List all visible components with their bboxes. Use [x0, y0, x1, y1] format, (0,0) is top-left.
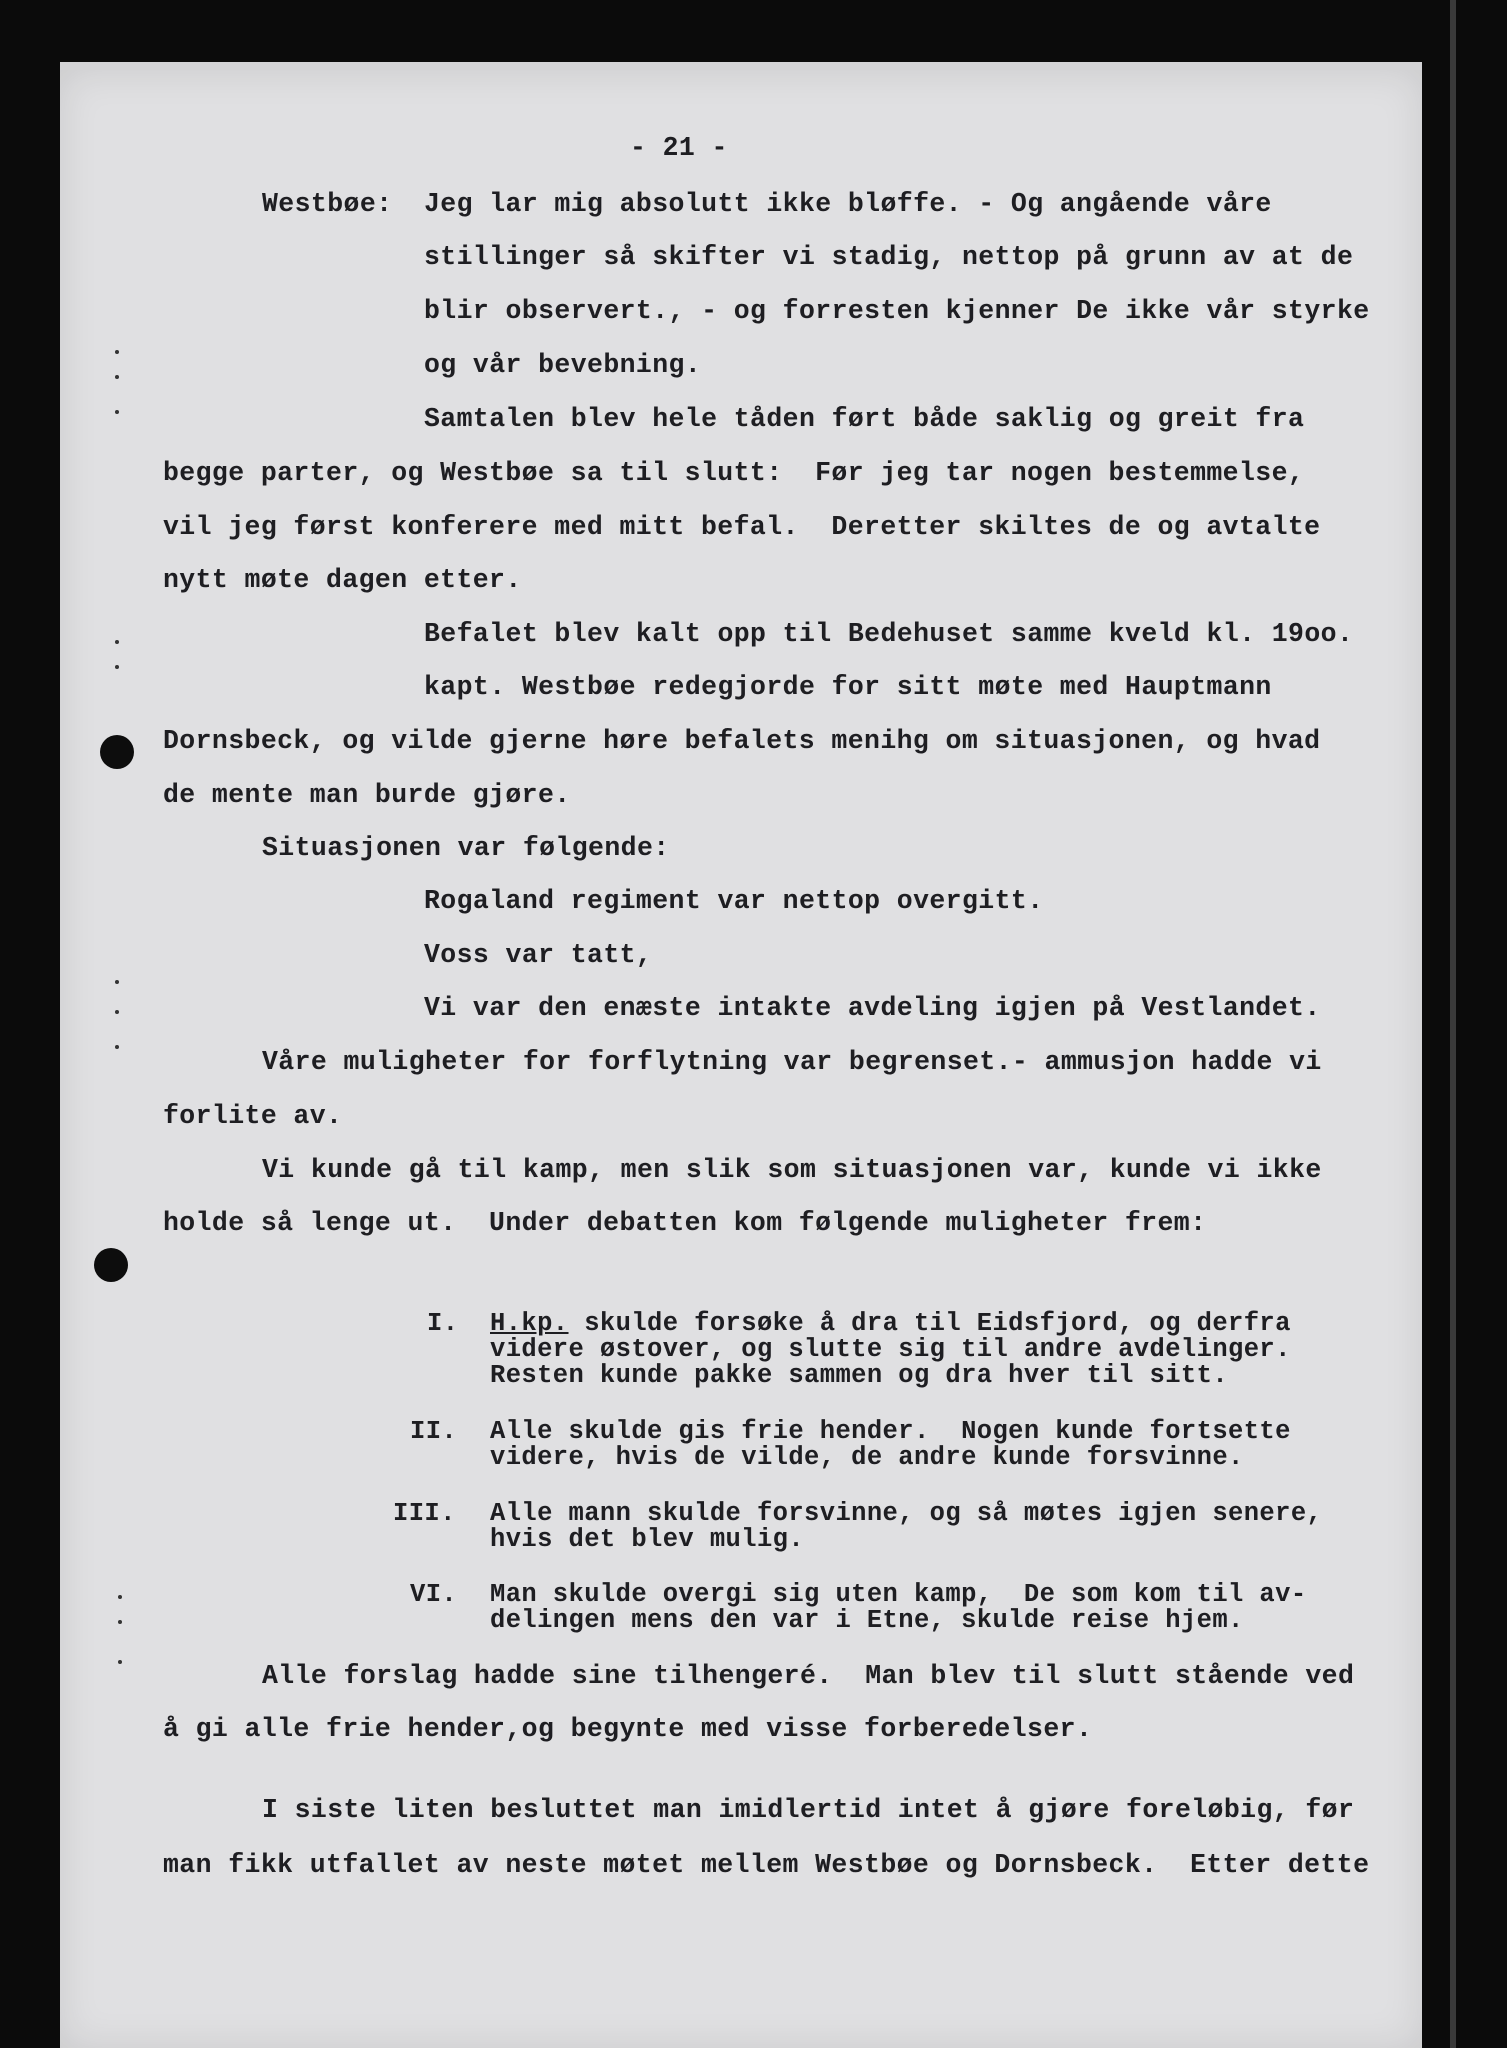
paragraph-line: holde så lenge ut. Under debatten kom følgende muligheter frem: [163, 1208, 1207, 1238]
situation-intro: Situasjonen var følgende: [262, 833, 670, 863]
situation-item: Vi var den enæste intakte avdeling igjen på Vestlandet. [424, 993, 1321, 1023]
option-line: Resten kunde pakke sammen og dra hver til sitt. [490, 1361, 1229, 1390]
paragraph-line: Våre muligheter for forflytning var begrenset.- ammusjon hadde vi [262, 1047, 1322, 1077]
paragraph-line: I siste liten besluttet man imidlertid intet å gjøre foreløbig, før [262, 1795, 1355, 1825]
paragraph-line: Befalet blev kalt opp til Bedehuset samme kveld kl. 19oo. [424, 619, 1354, 649]
option-line: hvis det blev mulig. [490, 1525, 805, 1554]
option-line: videre, hvis de vilde, de andre kunde forsvinne. [490, 1443, 1244, 1472]
option-numeral: VI. [410, 1580, 458, 1609]
option-numeral: II. [410, 1417, 458, 1446]
option-numeral: I. [427, 1309, 459, 1338]
dialogue-line: Jeg lar mig absolutt ikke bløffe. - Og angående våre [424, 189, 1272, 219]
page-number: - 21 - [630, 133, 728, 163]
paragraph-line: å gi alle frie hender,og begynte med visse forberedelser. [163, 1714, 1093, 1744]
paragraph-line: Dornsbeck, og vilde gjerne høre befalets menihg om situasjonen, og hvad [163, 726, 1321, 756]
situation-item: Voss var tatt, [424, 940, 653, 970]
option-line: Alle mann skulde forsvinne, og så møtes igjen senere, [490, 1499, 1323, 1528]
paragraph-line: forlite av. [163, 1101, 343, 1131]
paragraph-line: nytt møte dagen etter. [163, 565, 522, 595]
dialogue-speaker: Westbøe: [262, 189, 393, 219]
paragraph-line: Alle forslag hadde sine tilhengeré. Man blev til slutt stående ved [262, 1661, 1355, 1691]
dialogue-line: blir observert., - og forresten kjenner De ikke vår styrke [424, 296, 1370, 326]
paragraph-line: Vi kunde gå til kamp, men slik som situasjonen var, kunde vi ikke [262, 1155, 1322, 1185]
option-line: delingen mens den var i Etne, skulde reise hjem. [490, 1606, 1244, 1635]
option-abbreviation: H.kp. [490, 1309, 569, 1338]
paragraph-line: Samtalen blev hele tåden ført både saklig og greit fra [424, 404, 1305, 434]
dialogue-line: stillinger så skifter vi stadig, nettop på grunn av at de [424, 242, 1354, 272]
option-line: Alle skulde gis frie hender. Nogen kunde fortsette [490, 1417, 1291, 1446]
option-line [490, 1311, 1291, 1337]
option-numeral: III. [393, 1499, 456, 1528]
option-line-text: skulde forsøke å dra til Eidsfjord, og derfra [568, 1309, 1291, 1338]
option-line: videre østover, og slutte sig til andre avdelinger. [490, 1335, 1291, 1364]
paragraph-line: man fikk utfallet av neste møtet mellem Westbøe og Dornsbeck. Etter dette [163, 1850, 1370, 1880]
paragraph-line: vil jeg først konferere med mitt befal. Deretter skiltes de og avtalte [163, 512, 1321, 542]
situation-item: Rogaland regiment var nettop overgitt. [424, 886, 1044, 916]
option-line: Man skulde overgi sig uten kamp, De som kom til av- [490, 1580, 1307, 1609]
paragraph-line: de mente man burde gjøre. [163, 780, 571, 810]
paragraph-line: begge parter, og Westbøe sa til slutt: Før jeg tar nogen bestemmelse, [163, 458, 1305, 488]
paragraph-line: kapt. Westbøe redegjorde for sitt møte med Hauptmann [424, 672, 1272, 702]
dialogue-line: og vår bevebning. [424, 350, 702, 380]
